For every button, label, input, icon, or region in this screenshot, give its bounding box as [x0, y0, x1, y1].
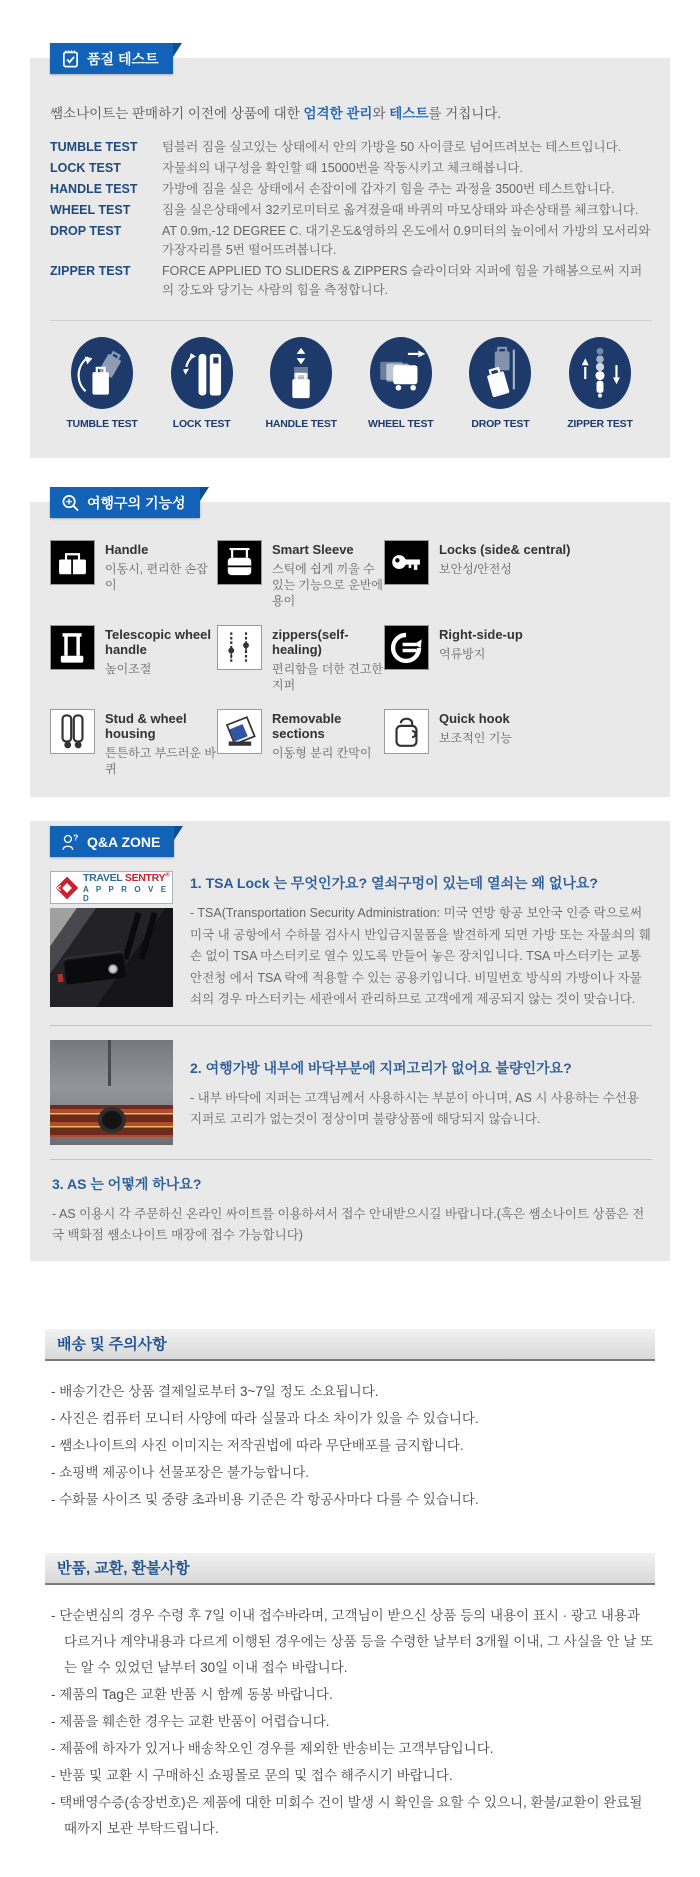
returns-item: - 반품 및 교환 시 구매하신 쇼핑몰로 문의 및 접수 해주시기 바랍니다. — [51, 1767, 453, 1783]
shipping-item: - 수화물 사이즈 및 중량 초과비용 기준은 각 항공사마다 다를 수 있습니다. — [51, 1491, 479, 1507]
test-icon-label: ZIPPER TEST — [567, 418, 633, 430]
qa-question-title: 3. AS 는 어떻게 하나요? — [52, 1175, 202, 1192]
feature-title: Stud & wheel housing — [105, 711, 187, 741]
returns-item: - 택배영수증(송장번호)은 제품에 대한 미회수 건이 발생 시 확인을 요할 수 있으니, 환불/교환이 완료될 때까지 보관 부탁드립니다. — [51, 1794, 643, 1836]
feature-desc: 역류방지 — [439, 647, 486, 661]
magnifier-plus-icon — [61, 493, 80, 513]
qa-divider — [50, 1025, 652, 1026]
tumble-test-icon — [71, 337, 133, 409]
feature-item — [50, 540, 217, 609]
returns-item: - 단순변심의 경우 수령 후 7일 이내 접수바라며, 고객님이 받으신 상품 등의 내용이 표시 · 광고 내용과 다르거나 계약내용과 다르게 이행된 경우에는 상품 등을 수령한 날부터 3개월 이내, 그 사실을 안 날 또는 알 수 있었던 날부터 30일 이내 접수 바랍니다. — [51, 1607, 654, 1675]
feature-desc: 높이조절 — [105, 662, 152, 676]
stud-wheel-housing-icon — [50, 709, 95, 754]
shipping-item: - 쌤소나이트의 사진 이미지는 저작권법에 따라 무단배포를 금지합니다. — [51, 1437, 464, 1453]
qa-section — [30, 821, 670, 1261]
handle-test-icon — [270, 337, 332, 409]
feature-title: Telescopic wheel handle — [105, 627, 211, 657]
qa-question-title: 2. 여행가방 내부에 바닥부분에 지퍼고리가 없어요 불량인가요? — [190, 1059, 572, 1076]
test-row — [50, 262, 652, 300]
returns-item: - 제품의 Tag은 교환 반품 시 함께 동봉 바랍니다. — [51, 1686, 333, 1702]
test-icon-item — [253, 337, 349, 430]
product-detail-page — [0, 50, 700, 1877]
shipping-section — [45, 1329, 655, 1513]
person-question-icon — [61, 832, 80, 852]
lock-test-icon — [171, 337, 233, 409]
features-badge-label: 여행구의 기능성 — [87, 494, 186, 511]
feature-title: zippers(self-healing) — [272, 627, 349, 657]
test-icon-label: WHEEL TEST — [368, 418, 434, 430]
returns-section — [45, 1553, 655, 1842]
test-desc: AT 0.9m,-12 DEGREE C. 대기온도&영하의 온도에서 0.9미터의 높이에서 가방의 모서리와 가장자리를 5번 떨어뜨려봅니다. — [162, 224, 651, 257]
feature-item — [217, 625, 384, 693]
self-healing-zipper-icon — [217, 625, 262, 670]
qa-divider — [50, 1159, 652, 1160]
test-icon-label: TUMBLE TEST — [66, 418, 138, 430]
feature-title: Locks (side& central) — [439, 542, 571, 557]
feature-title: Removable sections — [272, 711, 342, 741]
test-row — [50, 138, 652, 157]
qa-badge-label: Q&A ZONE — [87, 833, 161, 850]
feature-desc: 스틱에 쉽게 끼울 수 있는 기능으로 운반에 용이 — [272, 562, 383, 608]
returns-item: - 제품을 훼손한 경우는 교환 반품이 어렵습니다. — [51, 1713, 330, 1729]
qa-block-2 — [50, 1040, 652, 1145]
qa-badge — [50, 826, 174, 857]
test-row — [50, 180, 652, 199]
svg-text:?: ? — [73, 831, 79, 842]
feature-desc: 보조적인 기능 — [439, 731, 512, 745]
tsa-lock-photo — [50, 908, 173, 1007]
drop-test-icon — [469, 337, 531, 409]
smart-sleeve-icon — [217, 540, 262, 585]
shipping-item: - 사진은 컴퓨터 모니터 사양에 따라 실물과 다소 차이가 있을 수 있습니다. — [51, 1410, 479, 1426]
feature-title: Quick hook — [439, 711, 510, 726]
travel-sentry-text: TRAVEL SENTRY® — [83, 872, 170, 884]
test-desc: 자물쇠의 내구성을 확인할 때 15000번을 작동시키고 체크해봅니다. — [162, 161, 523, 175]
feature-item — [384, 540, 656, 609]
test-name: WHEEL TEST — [50, 203, 131, 217]
qa-answer: - TSA(Transportation Security Administration: 미국 연방 항공 보안국 인증 락으로써 미국 내 공항에서 수하물 검사시 반입금지물품을 발견하게 되면 가방 또는 자물쇠의 훼손 없이 TSA 마스터키로 열수 있도록 만들어 놓은 장치입니다. TSA 마스터키는 교통안전청 에서 TSA 락에 적용할 수 있는 공용키입니다. 비밀번호 방식의 가방이나 자물쇠의 경우 마스터키는 세관에서 관리하므로 고객에게 제공되지 않는 것이 맞습니다. — [190, 906, 651, 1006]
test-row — [50, 222, 652, 260]
quality-test-badge — [50, 43, 173, 74]
qa-answer: - AS 이용시 각 주문하신 온라인 싸이트를 이용하셔서 접수 안내받으시길 바랍니다.(혹은 쌤소나이트 상품은 전국 백화점 쌤소나이트 매장에 접수 가능합니다) — [52, 1206, 645, 1242]
test-desc: 짐을 실은상태에서 32키로미터로 옮겨졌을때 바퀴의 마모상태와 파손상태를 체크합니다. — [162, 203, 639, 217]
test-icons-row — [50, 337, 652, 430]
shipping-list — [45, 1379, 655, 1513]
qa-question-title: 1. TSA Lock 는 무엇인가요? 열쇠구멍이 있는데 열쇠는 왜 없나요? — [190, 875, 598, 891]
test-row — [50, 159, 652, 178]
feature-title: Smart Sleeve — [272, 542, 354, 557]
test-icon-item — [54, 337, 150, 430]
returns-item: - 제품에 하자가 있거나 배송착오인 경우를 제외한 반송비는 고객부담입니다. — [51, 1740, 494, 1756]
travel-sentry-approved: A P P R O V E D — [83, 885, 169, 903]
feature-desc: 보안성/안전성 — [439, 562, 512, 576]
feature-title: Handle — [105, 542, 149, 557]
feature-item — [384, 625, 656, 693]
feature-title: Right-side-up — [439, 627, 523, 642]
wheel-test-icon — [370, 337, 432, 409]
feature-desc: 이동형 분리 칸막이 — [272, 746, 372, 760]
test-desc: 가방에 짐을 실은 상태에서 손잡이에 갑자기 힘을 주는 과정을 3500번 테스트합니다. — [162, 182, 615, 196]
quality-test-section — [30, 50, 670, 458]
returns-list — [45, 1603, 655, 1842]
feature-desc: 튼튼하고 부드러운 바퀴 — [105, 746, 216, 776]
feature-item — [50, 625, 217, 693]
test-name: TUMBLE TEST — [50, 140, 138, 154]
zipper-test-icon — [569, 337, 631, 409]
handle-icon — [50, 540, 95, 585]
qa-block-1 — [50, 871, 652, 1011]
shipping-item: - 배송기간은 상품 결제일로부터 3~7일 정도 소요됩니다. — [51, 1383, 379, 1399]
travel-sentry-diamond-icon — [54, 875, 80, 901]
test-desc: FORCE APPLIED TO SLIDERS & ZIPPERS 슬라이더와 지퍼에 힘을 가해봄으로써 지퍼의 강도와 당기는 사람의 힘을 측정합니다. — [162, 264, 643, 297]
test-icon-item — [552, 337, 648, 430]
features-grid — [50, 540, 656, 777]
quality-test-badge-label: 품질 테스트 — [87, 50, 159, 67]
test-name: ZIPPER TEST — [50, 264, 131, 278]
travel-sentry-logo — [50, 871, 173, 904]
telescopic-wheel-handle-icon — [50, 625, 95, 670]
test-icon-item — [452, 337, 548, 430]
test-name: LOCK TEST — [50, 161, 121, 175]
right-side-up-icon — [384, 625, 429, 670]
shipping-header — [45, 1329, 655, 1361]
feature-desc: 이동시, 편리한 손잡이 — [105, 562, 208, 592]
test-desc: 텀블러 짐을 실고있는 상태에서 안의 가방을 50 사이클로 넘어뜨려보는 테스트입니다. — [162, 140, 622, 154]
shipping-title: 배송 및 주의사항 — [57, 1336, 167, 1353]
features-section — [30, 494, 670, 797]
feature-item — [217, 540, 384, 609]
tests-divider — [50, 320, 652, 321]
quick-hook-icon — [384, 709, 429, 754]
shipping-item: - 쇼핑백 제공이나 선물포장은 불가능합니다. — [51, 1464, 309, 1480]
feature-item — [217, 709, 384, 777]
qa-block-3 — [50, 1174, 652, 1247]
qa-answer: - 내부 바닥에 지퍼는 고객님께서 사용하시는 부분이 아니며, AS 시 사용하는 수선용 지퍼로 고리가 없는것이 정상이며 불량상품에 해당되지 않습니다. — [190, 1090, 639, 1126]
test-icon-item — [353, 337, 449, 430]
returns-header — [45, 1553, 655, 1585]
test-icon-label: HANDLE TEST — [265, 418, 337, 430]
locks-icon — [384, 540, 429, 585]
test-icon-item — [154, 337, 250, 430]
test-icon-label: DROP TEST — [471, 418, 530, 430]
clipboard-check-icon — [61, 49, 80, 69]
features-badge — [50, 487, 200, 518]
removable-sections-icon — [217, 709, 262, 754]
feature-item — [384, 709, 656, 777]
test-name: HANDLE TEST — [50, 182, 138, 196]
feature-desc: 편리함을 더한 견고한 지퍼 — [272, 662, 383, 692]
returns-title: 반품, 교환, 환불사항 — [57, 1560, 190, 1577]
test-name: DROP TEST — [50, 224, 122, 238]
test-icon-label: LOCK TEST — [172, 418, 231, 430]
test-row — [50, 201, 652, 220]
interior-zipper-photo — [50, 1040, 173, 1145]
feature-item — [50, 709, 217, 777]
quality-test-intro: 쌤소나이트는 판매하기 이전에 상품에 대한 엄격한 관리와 테스트를 거칩니다. — [50, 106, 502, 121]
test-list — [50, 138, 652, 300]
